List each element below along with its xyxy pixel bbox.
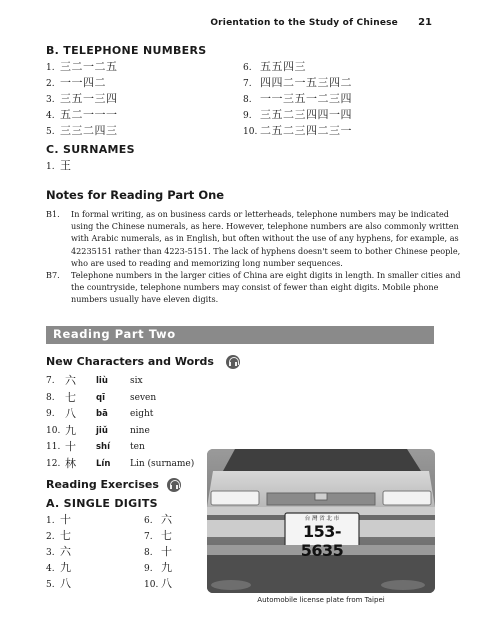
reading-exercises-heading-text: Reading Exercises (46, 478, 159, 491)
vocab-number: 7. (46, 376, 55, 386)
item-text: 八 (161, 577, 173, 590)
vocab-character: 林 (65, 456, 76, 470)
running-header-title: Orientation to the Study of Chinese (210, 18, 398, 28)
item-number: 8. (144, 548, 153, 558)
list-item (46, 560, 72, 576)
plate-number: 153-5635 (300, 522, 344, 560)
list-item (243, 75, 352, 91)
note-label: B7. (46, 270, 60, 280)
item-text: 三二一二五 (60, 60, 118, 73)
vocab-row (46, 390, 246, 407)
note-text: In formal writing, as on business cards or letterheads, telephone numbers may be indicated using the Chinese numerals, as here. However, telephone numbers are also commonly written with Arabic numerals, as in English, but often without the use of any hyphens, for example, as 42235151 rather than 4223-5151. The lack of hyphens doesn't seem to bother Chinese people, who are used to reading and memorizing long number sequences. (71, 209, 461, 268)
list-item (144, 576, 173, 592)
vocab-number: 11. (46, 442, 61, 452)
vocab-number: 10. (46, 425, 61, 436)
item-number: 4. (46, 111, 55, 121)
item-number: 3. (46, 548, 55, 558)
list-item (46, 528, 72, 544)
list-item (46, 91, 118, 107)
vocab-pinyin: jiǔ (96, 425, 108, 436)
list-item (144, 544, 173, 560)
vocab-row (46, 406, 246, 423)
list-item (144, 528, 173, 544)
car-photo (207, 449, 435, 593)
photo-caption: Automobile license plate from Taipei (257, 596, 385, 604)
section-b-right-list (243, 59, 352, 139)
list-item (243, 91, 352, 107)
item-number: 6. (243, 63, 252, 73)
list-item (46, 576, 72, 592)
item-number: 10. (243, 127, 258, 137)
list-item (46, 158, 72, 174)
list-item (46, 123, 118, 139)
item-number: 2. (46, 79, 55, 89)
item-number: 5. (46, 580, 55, 590)
list-item (46, 75, 118, 91)
item-number: 9. (243, 111, 252, 121)
item-text: 三五二三四四一四 (260, 108, 352, 121)
vocab-character: 十 (65, 440, 76, 453)
list-item (144, 512, 173, 528)
list-item (243, 123, 352, 139)
item-text: 四四二一五三四二 (260, 76, 352, 89)
item-number: 8. (243, 95, 252, 105)
item-text: 七 (60, 529, 72, 542)
new-chars-heading-text: New Characters and Words (46, 355, 214, 368)
vocab-pinyin: Lín (96, 458, 111, 469)
item-number: 4. (46, 564, 55, 574)
item-text: 王 (60, 159, 72, 172)
vocab-character: 六 (65, 374, 76, 387)
vocab-english: seven (130, 392, 157, 403)
vocab-character: 九 (65, 423, 76, 437)
section-b-heading: B. TELEPHONE NUMBERS (46, 44, 207, 57)
vocab-number: 8. (46, 392, 55, 403)
list-item (144, 560, 173, 576)
vocab-row (46, 423, 246, 440)
vocab-english: Lin (surname) (130, 458, 195, 469)
item-text: 七 (161, 529, 173, 542)
item-text: 六 (161, 513, 173, 526)
vocab-english: eight (130, 409, 154, 419)
note-b7 (46, 269, 466, 309)
item-text: 一一三五一二三四 (260, 92, 352, 105)
vocab-pinyin: shí (96, 442, 111, 452)
item-number: 2. (46, 532, 55, 542)
vocab-english: six (130, 376, 143, 386)
reading-exercises-heading (46, 478, 181, 492)
list-item (46, 512, 72, 528)
list-item (243, 59, 352, 75)
headphones-icon[interactable] (226, 355, 240, 369)
item-text: 六 (60, 545, 72, 558)
single-digits-left-list (46, 512, 72, 592)
item-text: 二五二三四二三一 (260, 124, 352, 137)
note-label: B1. (46, 209, 60, 219)
list-item (46, 59, 118, 75)
item-number: 1. (46, 516, 55, 526)
vocab-number: 12. (46, 458, 61, 469)
new-chars-heading (46, 355, 240, 369)
item-text: 八 (60, 577, 72, 590)
list-item (46, 544, 72, 560)
section-c-list (46, 158, 72, 174)
list-item (46, 107, 118, 123)
banner-title: Reading Part Two (53, 327, 176, 341)
item-number: 7. (144, 532, 153, 542)
single-digits-heading: A. SINGLE DIGITS (46, 497, 158, 510)
item-text: 十 (161, 545, 173, 558)
vocab-english: ten (130, 442, 145, 452)
vocab-pinyin: bā (96, 409, 108, 419)
item-text: 三三二四三 (60, 124, 118, 137)
item-text: 九 (161, 561, 173, 574)
item-text: 五二一一一 (60, 108, 118, 121)
section-c-heading: C. SURNAMES (46, 143, 135, 156)
vocab-row (46, 373, 246, 390)
section-banner (46, 326, 434, 344)
list-item (243, 107, 352, 123)
item-text: 九 (60, 561, 72, 574)
item-number: 7. (243, 79, 252, 89)
note-b1 (46, 208, 466, 270)
item-text: 五五四三 (260, 60, 306, 73)
item-text: 十 (60, 513, 72, 526)
plate-region-text: 台 灣 省 北 市 (304, 516, 340, 522)
item-number: 6. (144, 516, 153, 526)
single-digits-right-list (144, 512, 173, 592)
headphones-icon[interactable] (167, 478, 181, 492)
item-number: 5. (46, 127, 55, 137)
vocab-pinyin: qī (96, 392, 105, 403)
vocab-pinyin: liù (96, 376, 108, 386)
item-number: 9. (144, 564, 153, 574)
item-number: 10. (144, 580, 159, 590)
page-number: 21 (418, 17, 432, 28)
item-number: 3. (46, 95, 55, 105)
notes-heading: Notes for Reading Part One (46, 188, 225, 202)
page-header (0, 0, 480, 28)
note-text: Telephone numbers in the larger cities of China are eight digits in length. In smaller cities and the countryside, telephone numbers may consist of fewer than eight digits. Mobile phone numbers usually have eleven digits. (71, 270, 461, 305)
item-text: 三五一三四 (60, 92, 118, 105)
item-number: 1. (46, 63, 55, 73)
section-b-left-list (46, 59, 118, 139)
item-number: 1. (46, 162, 55, 172)
item-text: 一一四二 (60, 76, 106, 89)
vocab-english: nine (130, 425, 150, 436)
vocab-character: 七 (65, 390, 76, 404)
vocab-character: 八 (65, 407, 76, 420)
vocab-number: 9. (46, 409, 55, 419)
